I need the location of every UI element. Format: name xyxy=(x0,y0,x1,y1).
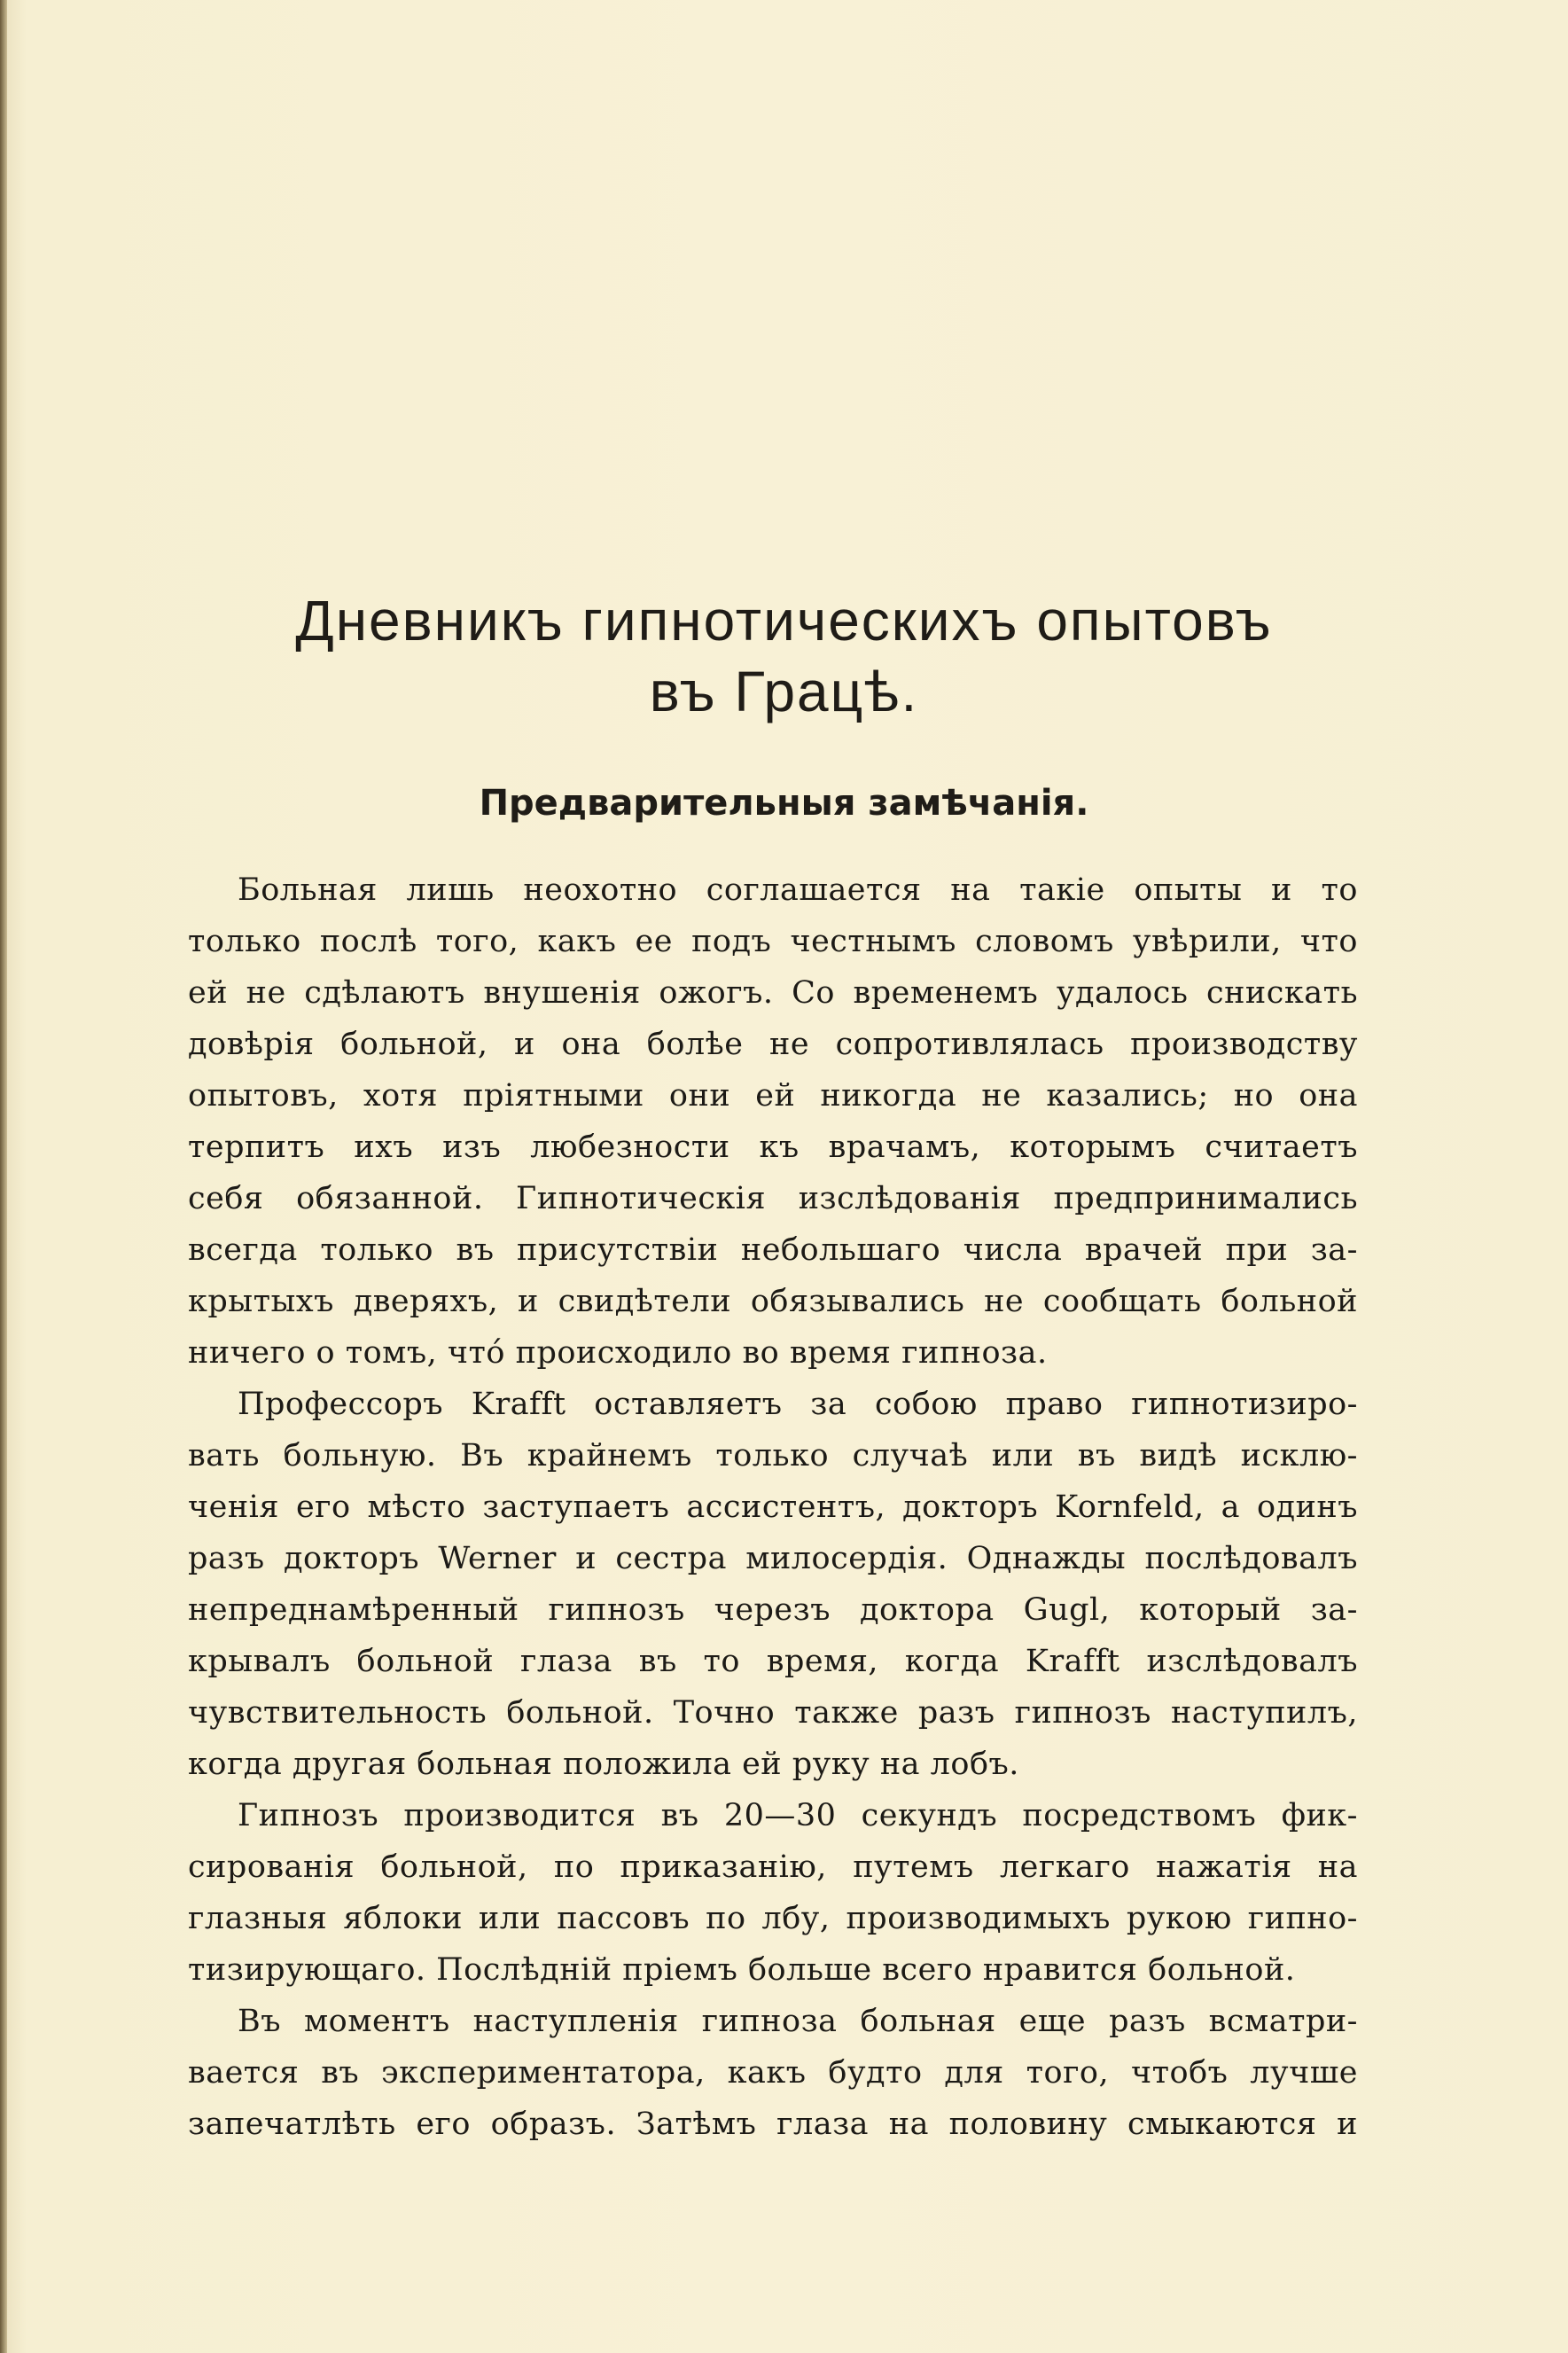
text-line: довѣрія больной, и она болѣе не сопротивлялась производству xyxy=(188,1027,1358,1062)
text-line: запечатлѣть его образъ. Затѣмъ глаза на половину смыкаются и xyxy=(188,2107,1358,2142)
text-line: вать больную. Въ крайнемъ только случаѣ или въ видѣ исклю- xyxy=(188,1438,1358,1474)
text-line: всегда только въ присутствіи небольшаго числа врачей при за- xyxy=(188,1232,1358,1268)
text-line: крывалъ больной глаза въ то время, когда Krafft изслѣдовалъ xyxy=(188,1644,1358,1679)
text-line: крытыхъ дверяхъ, и свидѣтели обязывались не сообщать больной xyxy=(188,1284,1358,1319)
text-line: Въ моментъ наступленія гипноза больная еще разъ всматри- xyxy=(238,2004,1358,2039)
text-line: непреднамѣренный гипнозъ черезъ доктора Gugl, который за- xyxy=(188,1592,1358,1628)
text-line: чувствительность больной. Точно также разъ гипнозъ наступилъ, xyxy=(188,1695,1358,1731)
title-line-1: Дневникъ гипнотическихъ опытовъ xyxy=(295,589,1273,653)
text-line: себя обязанной. Гипнотическія изслѣдованія предпринимались xyxy=(188,1181,1358,1216)
text-line: Профессоръ Krafft оставляетъ за собою право гипнотизиро- xyxy=(238,1387,1358,1422)
text-line: ей не сдѣлаютъ внушенія ожогъ. Со временемъ удалось снискать xyxy=(188,975,1358,1011)
text-line: ченія его мѣсто заступаетъ ассистентъ, докторъ Kornfeld, а одинъ xyxy=(188,1489,1358,1525)
text-line: терпитъ ихъ изъ любезности къ врачамъ, которымъ считаетъ xyxy=(188,1130,1358,1165)
text-line: когда другая больная положила ей руку на лобъ. xyxy=(188,1747,1019,1782)
page-edge xyxy=(0,0,7,2353)
text-line: опытовъ, хотя пріятными они ей никогда не казались; но она xyxy=(188,1078,1358,1114)
text-line: тизирующаго. Послѣдній пріемъ больше всего нравится больной. xyxy=(188,1952,1296,1988)
section-heading: Предварительныя замѣчанія. xyxy=(479,783,1089,824)
title-line-2: въ Грацѣ. xyxy=(649,660,919,723)
body-text xyxy=(188,864,1358,2150)
text-line: Больная лишь неохотно соглашается на такіе опыты и то xyxy=(238,872,1358,908)
text-line: Гипнозъ производится въ 20—30 секундъ посредствомъ фик- xyxy=(238,1798,1358,1833)
text-line: сированія больной, по приказанію, путемъ легкаго нажатія на xyxy=(188,1849,1358,1885)
text-line: только послѣ того, какъ ее подъ честнымъ словомъ увѣрили, что xyxy=(188,924,1358,959)
text-line: ничего о томъ, чтó происходило во время гипноза. xyxy=(188,1335,1048,1371)
text-line: вается въ экспериментатора, какъ будто для того, чтобъ лучше xyxy=(188,2055,1358,2091)
text-line: глазныя яблоки или пассовъ по лбу, производимыхъ рукою гипно- xyxy=(188,1901,1358,1936)
text-line: разъ докторъ Werner и сестра милосердія. Однажды послѣдовалъ xyxy=(188,1541,1358,1576)
